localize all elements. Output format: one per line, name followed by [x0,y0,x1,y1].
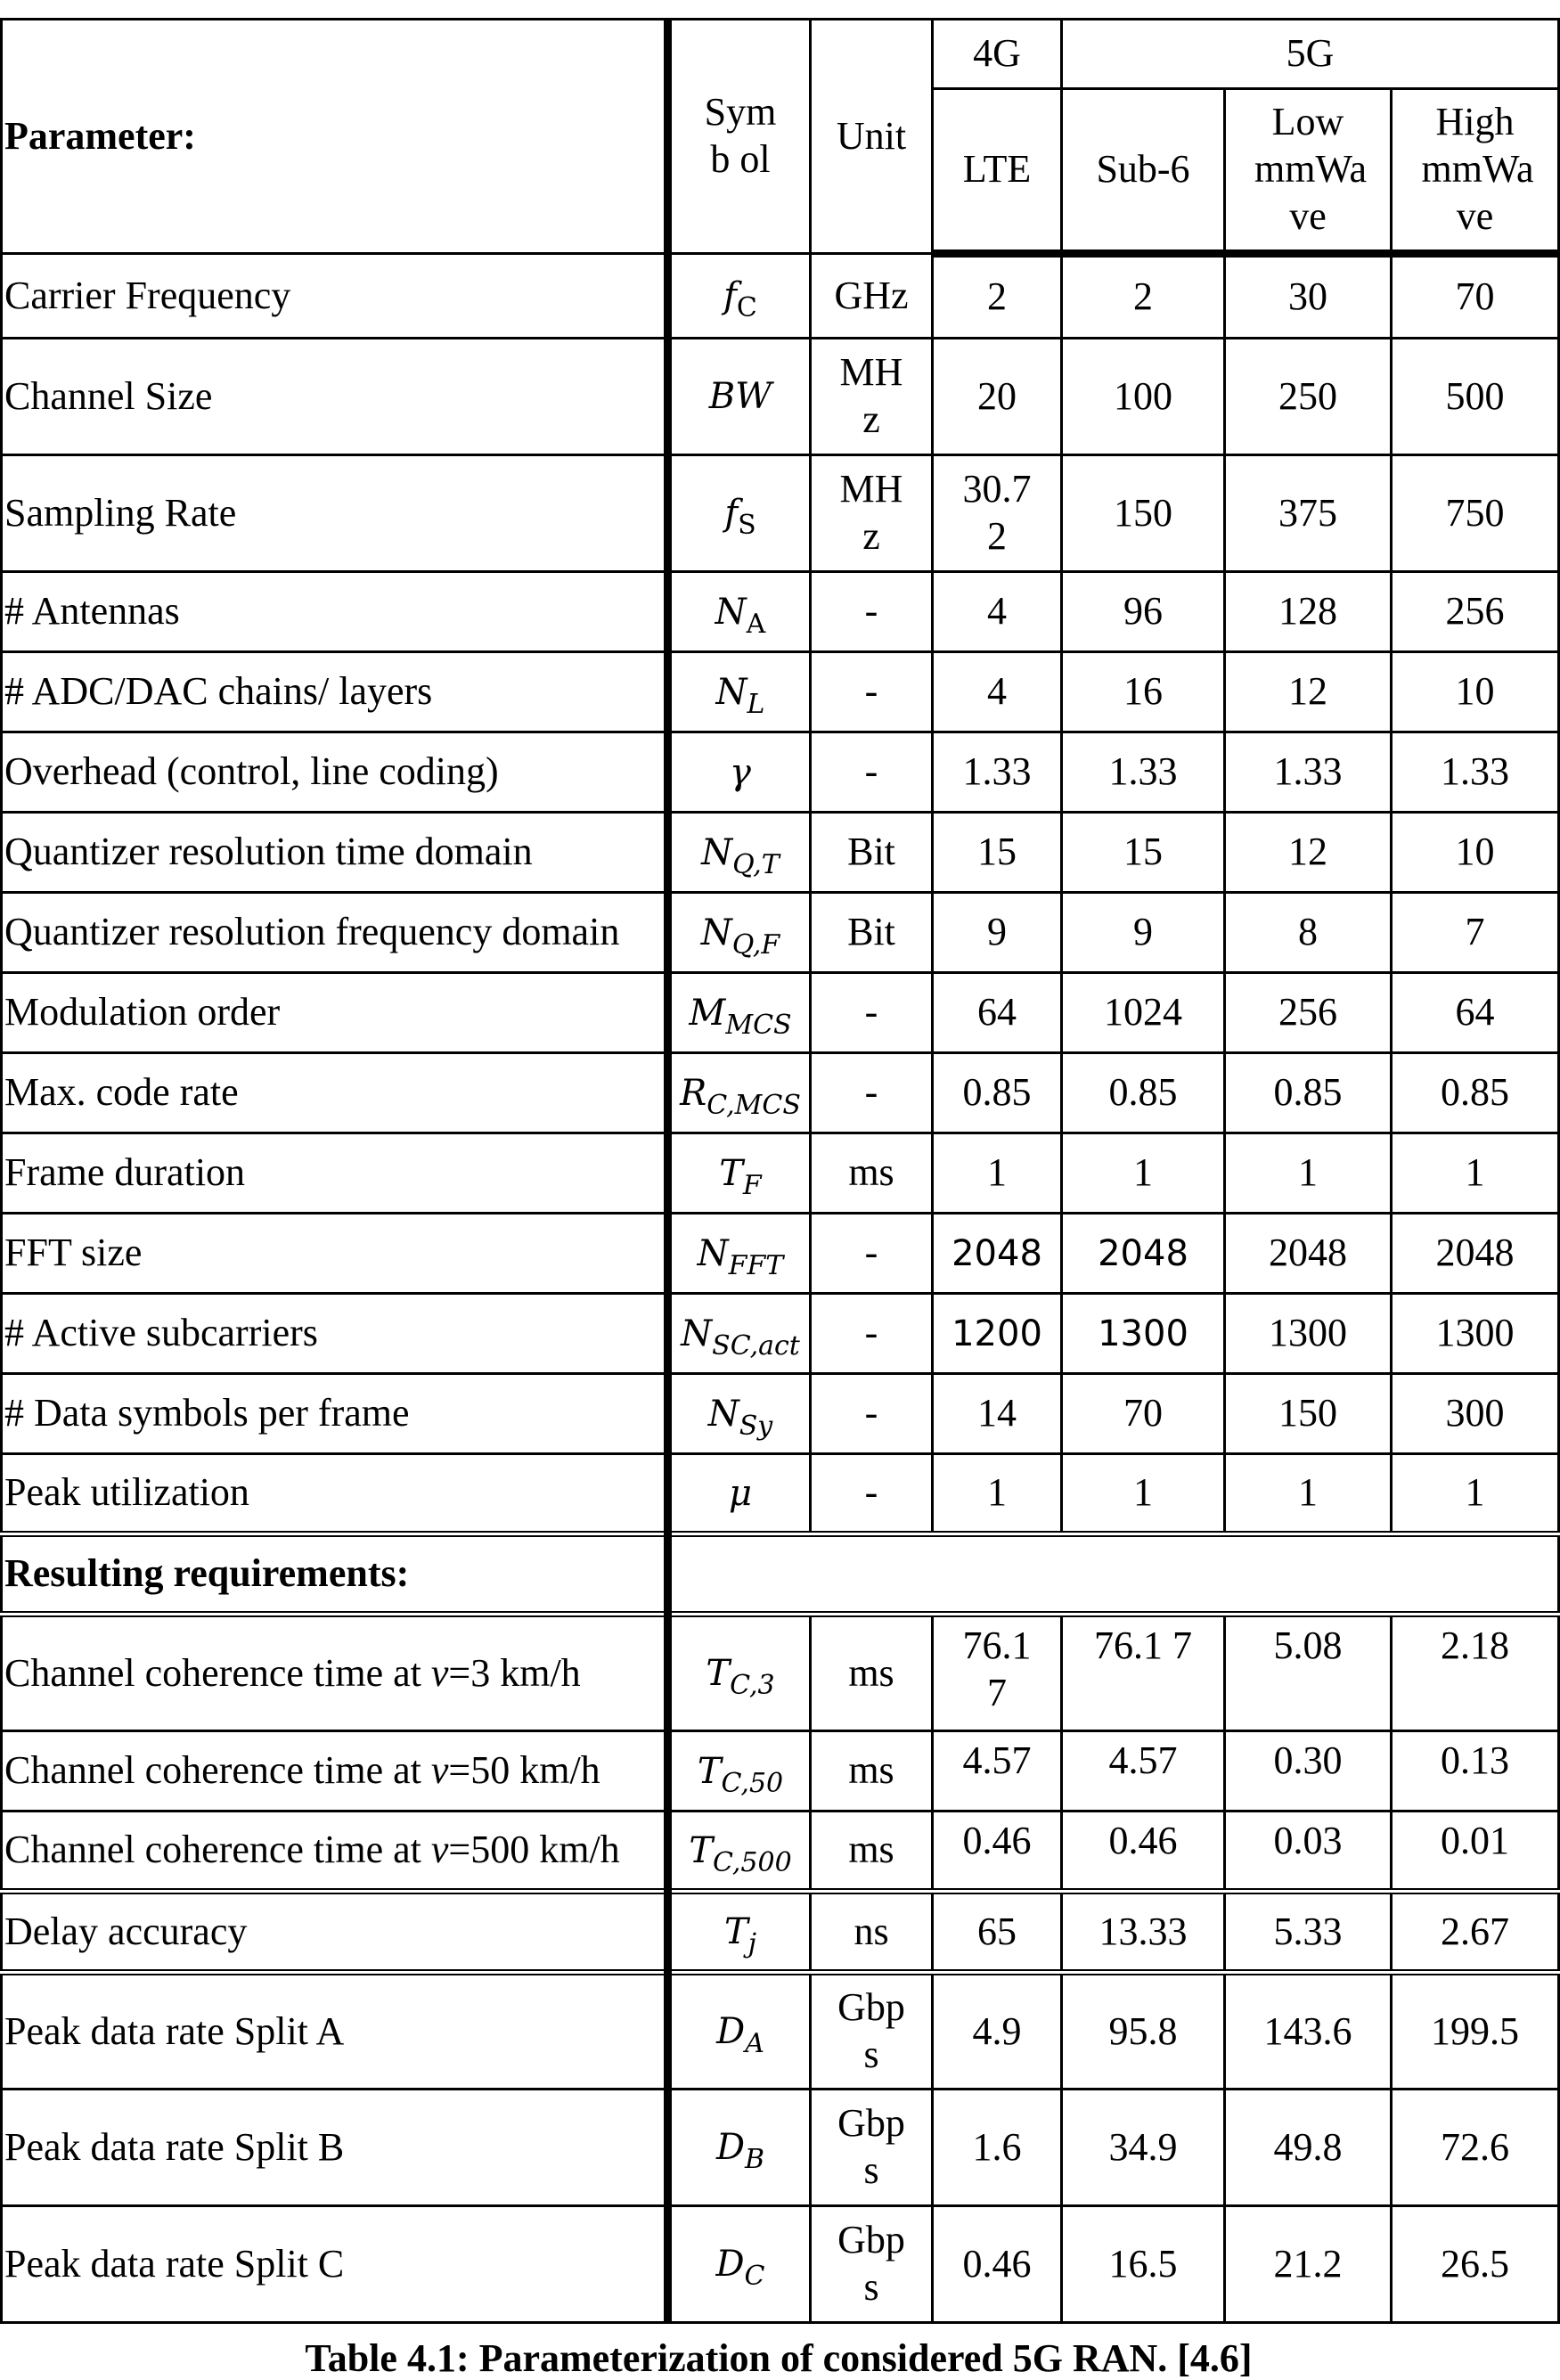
symbol-cell [668,893,811,973]
parameter-label [2,2206,668,2323]
value-lte: 1 [933,1133,1062,1214]
unit-cell: - [811,1053,933,1133]
symbol-cell [668,1294,811,1374]
value-low-mmwave: 128 [1225,572,1392,652]
value-lte: 4.57 [933,1731,1062,1812]
unit-cell: - [811,1294,933,1374]
symbol-base: N [701,831,733,873]
parameter-label [2,1892,668,1973]
table-row [2,1374,1559,1454]
value-high-mmwave: 500 [1392,339,1559,455]
symbol-cell [668,973,811,1053]
symbol-cell [668,652,811,732]
symbol-base: D [715,2244,745,2285]
value-high-mmwave: 2048 [1392,1214,1559,1294]
value-high-mmwave: 10 [1392,813,1559,893]
value-low-mmwave: 5.33 [1225,1892,1392,1973]
value-low-mmwave: 0.03 [1225,1812,1392,1892]
unit-cell: MH z [811,455,933,572]
symbol-base: BW [708,376,772,417]
parameter-label: # Data symbols per frame [2,1374,668,1454]
unit-cell: - [811,732,933,813]
parameter-text: Peak data rate Split B [4,2124,345,2169]
symbol-base: N [707,1393,739,1435]
unit-cell: MH z [811,339,933,455]
table-row [2,1454,1559,1534]
symbol-base: D [716,2011,746,2052]
value-high-mmwave: 72.6 [1392,2090,1559,2206]
parameter-text: Delay accuracy [4,1909,248,1953]
table-row [2,652,1559,732]
table-caption: Table 4.1: Parameterization of considered 5G RAN. [4.6] [305,2336,1253,2380]
table-row [2,254,1559,339]
parameter-label: Overhead (control, line coding) [2,732,668,813]
header-high-mmwave: High mmWa ve [1392,89,1559,254]
value-low-mmwave: 256 [1225,973,1392,1053]
symbol-subscript: C [736,292,757,323]
symbol-base: T [697,1750,722,1792]
table-row [2,893,1559,973]
value-sub6: 1 [1062,1133,1225,1214]
symbol-cell [668,2206,811,2323]
value-low-mmwave: 12 [1225,652,1392,732]
value-sub6: 16.5 [1062,2206,1225,2323]
symbol-cell [668,254,811,339]
symbol-subscript: L [747,688,765,720]
value-sub6: 2 [1062,254,1225,339]
value-low-mmwave: 250 [1225,339,1392,455]
header-row-top [2,20,1559,89]
parameter-text: Channel coherence time at [4,1828,431,1872]
parameter-label: Quantizer resolution time domain [2,813,668,893]
parameter-label: Peak utilization [2,1454,668,1534]
value-low-mmwave: 0.85 [1225,1053,1392,1133]
value-sub6: 100 [1062,339,1225,455]
value-high-mmwave: 1 [1392,1454,1559,1534]
header-lte: LTE [933,89,1062,254]
parameter-label: Modulation order [2,973,668,1053]
value-high-mmwave: 300 [1392,1374,1559,1454]
value-lte: 20 [933,339,1062,455]
symbol-base: N [697,1232,729,1274]
parameter-label [2,1731,668,1812]
symbol-subscript: Q,T [732,848,780,880]
value-sub6: 76.1 7 [1062,1615,1225,1731]
value-low-mmwave: 49.8 [1225,2090,1392,2206]
symbol-subscript: MCS [725,1009,792,1041]
value-low-mmwave: 375 [1225,455,1392,572]
symbol-cell [668,1892,811,1973]
symbol-subscript: C,500 [713,1846,792,1878]
value-lte: 14 [933,1374,1062,1454]
symbol-cell [668,1454,811,1534]
table-row [2,572,1559,652]
value-sub6: 34.9 [1062,2090,1225,2206]
header-parameter: Parameter: [2,20,668,254]
symbol-subscript: SC,act [712,1329,800,1362]
value-sub6: 2048 [1062,1214,1225,1294]
symbol-base: N [715,671,747,713]
value-low-mmwave: 0.30 [1225,1731,1392,1812]
value-high-mmwave: 199.5 [1392,1973,1559,2090]
symbol-cell [668,732,811,813]
header-unit: Unit [811,20,933,254]
parameter-label: Quantizer resolution frequency domain [2,893,668,973]
symbol-base: T [706,1653,731,1694]
value-high-mmwave: 750 [1392,455,1559,572]
parameter-label [2,2090,668,2206]
value-low-mmwave: 1.33 [1225,732,1392,813]
symbol-cell [668,1133,811,1214]
unit-cell: GHz [811,254,933,339]
symbol-base: μ [729,1472,752,1514]
unit-cell: ms [811,1731,933,1812]
symbol-base: N [700,912,732,953]
parameter-label: # Active subcarriers [2,1294,668,1374]
symbol-subscript: S [738,510,756,541]
table-row [2,2206,1559,2323]
parameter-variable: v [430,1828,449,1872]
value-high-mmwave: 26.5 [1392,2206,1559,2323]
header-group-5g: 5G [1062,20,1559,89]
symbol-subscript: FFT [728,1249,784,1281]
symbol-base: D [715,2127,746,2168]
value-sub6: 13.33 [1062,1892,1225,1973]
symbol-base: f [723,275,737,316]
value-lte: 1 [933,1454,1062,1534]
unit-cell: - [811,652,933,732]
value-high-mmwave: 10 [1392,652,1559,732]
parameter-label: Max. code rate [2,1053,668,1133]
parameter-label [2,1973,668,2090]
table-row [2,1812,1559,1892]
parameter-label: Channel Size [2,339,668,455]
value-sub6: 16 [1062,652,1225,732]
value-low-mmwave: 1 [1225,1133,1392,1214]
parameter-variable: v [430,1748,449,1793]
symbol-subscript: Sy [739,1410,773,1442]
value-sub6: 1.33 [1062,732,1225,813]
symbol-subscript: F [742,1169,762,1201]
symbol-cell [668,339,811,455]
table-row [2,973,1559,1053]
value-lte: 64 [933,973,1062,1053]
value-high-mmwave: 7 [1392,893,1559,973]
parameter-label [2,1812,668,1892]
value-sub6: 0.46 [1062,1812,1225,1892]
value-sub6: 1300 [1062,1294,1225,1374]
value-sub6: 95.8 [1062,1973,1225,2090]
value-high-mmwave: 1 [1392,1133,1559,1214]
value-low-mmwave: 1300 [1225,1294,1392,1374]
value-lte: 4 [933,652,1062,732]
unit-cell: Gbp s [811,1973,933,2090]
table-row [2,1973,1559,2090]
table-row [2,813,1559,893]
value-high-mmwave: 70 [1392,254,1559,339]
value-sub6: 0.85 [1062,1053,1225,1133]
value-low-mmwave: 5.08 [1225,1615,1392,1731]
symbol-subscript: C [744,2261,765,2292]
value-lte: 2 [933,254,1062,339]
value-sub6: 1024 [1062,973,1225,1053]
parameter-label: Frame duration [2,1133,668,1214]
table-row [2,1053,1559,1133]
unit-cell: - [811,1214,933,1294]
parameter-label: Sampling Rate [2,455,668,572]
table-row [2,339,1559,455]
table-row [2,1731,1559,1812]
unit-cell: Bit [811,813,933,893]
parameter-label [2,1615,668,1731]
unit-cell: - [811,1454,933,1534]
value-high-mmwave: 2.18 [1392,1615,1559,1731]
value-high-mmwave: 256 [1392,572,1559,652]
table-row [2,732,1559,813]
table-row [2,2090,1559,2206]
symbol-cell [668,2090,811,2206]
symbol-subscript: A [745,2028,764,2059]
table-row [2,455,1559,572]
value-lte: 76.1 7 [933,1615,1062,1731]
parameter-variable: v [430,1650,449,1695]
symbol-base: T [724,1911,748,1952]
value-lte: 0.85 [933,1053,1062,1133]
table-row [2,1214,1559,1294]
symbol-subscript: C,50 [721,1767,784,1799]
symbol-base: γ [730,751,751,793]
value-high-mmwave: 2.67 [1392,1892,1559,1973]
table-row [2,1615,1559,1731]
header-low-mmwave: Low mmWa ve [1225,89,1392,254]
value-sub6: 96 [1062,572,1225,652]
symbol-base: N [681,1313,713,1354]
symbol-cell [668,1615,811,1731]
value-sub6: 1 [1062,1454,1225,1534]
symbol-cell [668,1214,811,1294]
symbol-base: T [689,1829,713,1871]
value-lte: 30.7 2 [933,455,1062,572]
section-label [2,1534,668,1615]
symbol-base: f [724,493,739,534]
value-low-mmwave: 12 [1225,813,1392,893]
symbol-subscript: A [746,608,766,640]
symbol-base: M [689,992,726,1034]
symbol-subscript: Q,F [731,928,780,961]
unit-cell: ms [811,1615,933,1731]
symbol-subscript: C,3 [730,1670,775,1701]
value-lte: 0.46 [933,1812,1062,1892]
unit-cell: ms [811,1812,933,1892]
value-lte: 0.46 [933,2206,1062,2323]
value-high-mmwave: 0.85 [1392,1053,1559,1133]
value-lte: 2048 [933,1214,1062,1294]
value-sub6: 70 [1062,1374,1225,1454]
value-lte: 1.6 [933,2090,1062,2206]
unit-cell: - [811,572,933,652]
table-row [2,1294,1559,1374]
value-low-mmwave: 150 [1225,1374,1392,1454]
symbol-subscript: C,MCS [706,1089,801,1121]
value-lte: 15 [933,813,1062,893]
unit-cell: Gbp s [811,2090,933,2206]
symbol-cell [668,572,811,652]
unit-cell: ns [811,1892,933,1973]
value-sub6: 150 [1062,455,1225,572]
parameter-suffix: =500 km/h [448,1828,620,1872]
value-high-mmwave: 0.13 [1392,1731,1559,1812]
symbol-base: N [715,591,747,633]
parameter-text: Peak data rate Split A [4,2008,345,2053]
parameter-label: # ADC/DAC chains/ layers [2,652,668,732]
symbol-cell [668,455,811,572]
parameter-text: Channel coherence time at [4,1650,431,1695]
section-row [2,1534,1559,1615]
value-high-mmwave: 0.01 [1392,1812,1559,1892]
parameter-suffix: =50 km/h [448,1748,600,1793]
value-high-mmwave: 1.33 [1392,732,1559,813]
value-lte: 1200 [933,1294,1062,1374]
parameter-label: # Antennas [2,572,668,652]
value-lte: 1.33 [933,732,1062,813]
value-low-mmwave: 143.6 [1225,1973,1392,2090]
symbol-cell [668,1053,811,1133]
symbol-subscript: j [747,1928,756,1959]
parameter-label: Carrier Frequency [2,254,668,339]
value-low-mmwave: 2048 [1225,1214,1392,1294]
parameter-table [0,18,1560,2324]
value-low-mmwave: 21.2 [1225,2206,1392,2323]
unit-cell: ms [811,1133,933,1214]
symbol-subscript: B [745,2144,765,2175]
unit-cell: - [811,1374,933,1454]
value-high-mmwave: 64 [1392,973,1559,1053]
table-row [2,1892,1559,1973]
symbol-base: R [680,1072,707,1114]
symbol-cell [668,1973,811,2090]
value-lte: 9 [933,893,1062,973]
section-label-text: Resulting requirements: [4,1551,410,1596]
parameter-label: FFT size [2,1214,668,1294]
table-row [2,1133,1559,1214]
unit-cell: - [811,973,933,1053]
header-group-4g: 4G [933,20,1062,89]
symbol-base: T [719,1152,743,1194]
parameter-suffix: =3 km/h [448,1650,581,1695]
symbol-cell [668,1731,811,1812]
value-sub6: 9 [1062,893,1225,973]
value-high-mmwave: 1300 [1392,1294,1559,1374]
header-symbol: Symb ol [668,20,811,254]
value-low-mmwave: 30 [1225,254,1392,339]
value-low-mmwave: 1 [1225,1454,1392,1534]
section-blank [668,1534,1559,1615]
unit-cell: Gbp s [811,2206,933,2323]
value-lte: 65 [933,1892,1062,1973]
parameter-text: Peak data rate Split C [4,2241,345,2286]
symbol-cell [668,1812,811,1892]
value-low-mmwave: 8 [1225,893,1392,973]
unit-cell: Bit [811,893,933,973]
symbol-cell [668,813,811,893]
symbol-cell [668,1374,811,1454]
value-sub6: 4.57 [1062,1731,1225,1812]
value-lte: 4.9 [933,1973,1062,2090]
header-sub6: Sub-6 [1062,89,1225,254]
parameter-text: Channel coherence time at [4,1748,431,1793]
value-sub6: 15 [1062,813,1225,893]
value-lte: 4 [933,572,1062,652]
